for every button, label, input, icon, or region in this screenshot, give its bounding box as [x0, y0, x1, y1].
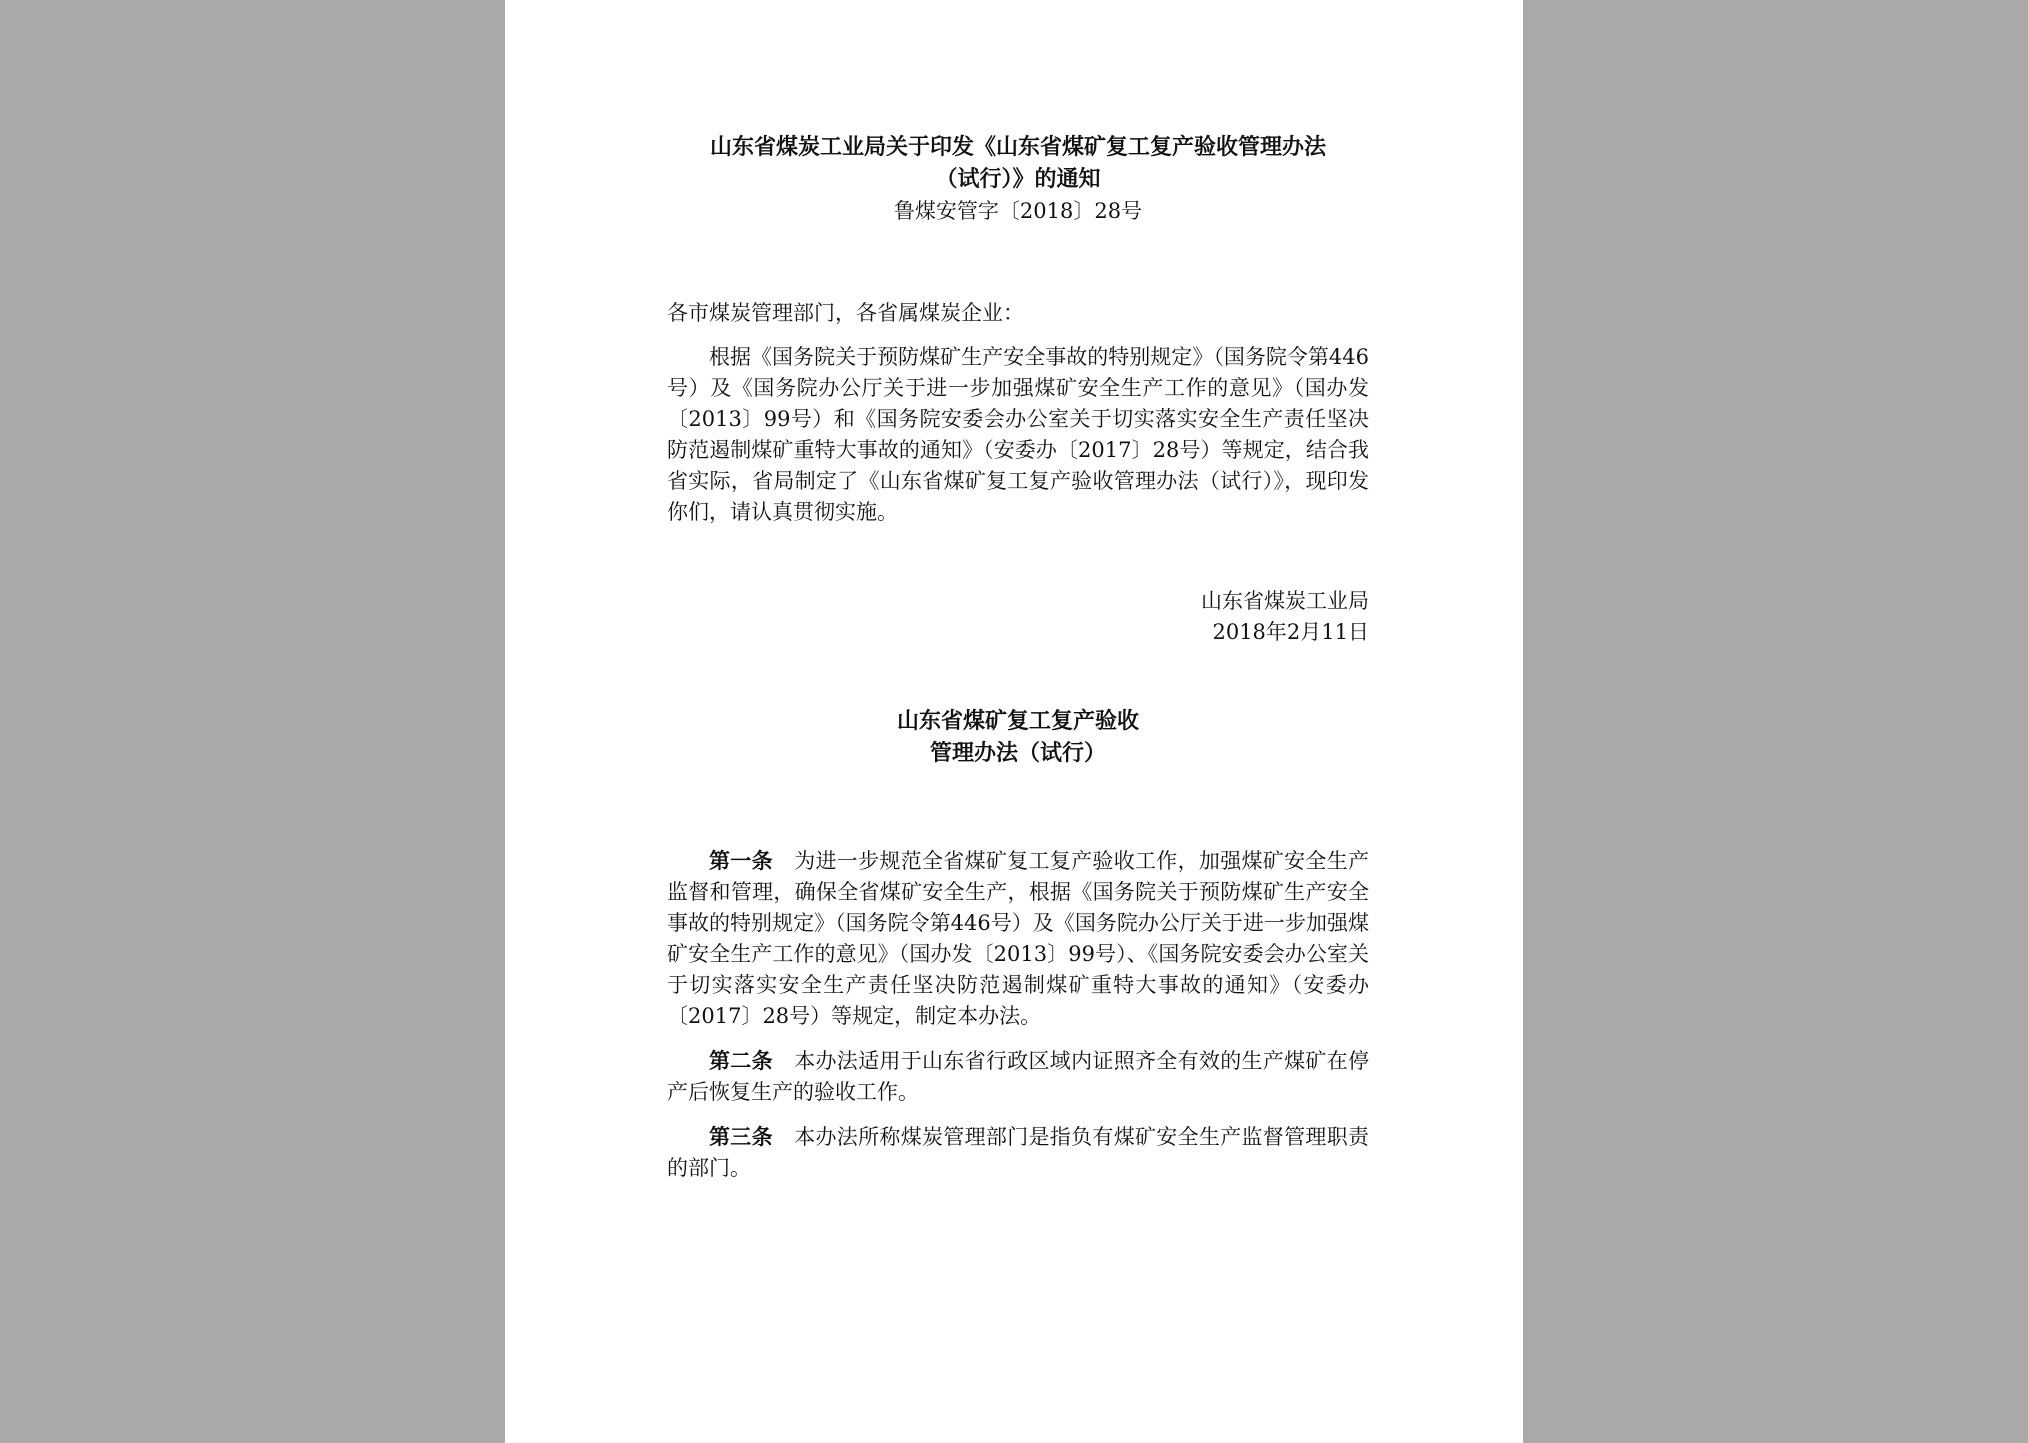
measures-title-line-1: 山东省煤矿复工复产验收 [896, 709, 1139, 734]
signature-organization: 山东省煤炭工业局 [1201, 589, 1369, 613]
signature-block [667, 586, 1369, 648]
article-3-label: 第三条 [709, 1125, 773, 1149]
document-content [667, 132, 1369, 1198]
document-page [505, 0, 1523, 1443]
notice-title-line-2: （试行）》的通知 [935, 167, 1101, 192]
measures-title [667, 706, 1369, 770]
document-number: 鲁煤安管字〔2018〕28号 [893, 199, 1143, 223]
article-3 [667, 1122, 1369, 1184]
notice-title-line-1: 山东省煤炭工业局关于印发《山东省煤矿复工复产验收管理办法 [709, 135, 1326, 160]
article-2-label: 第二条 [709, 1049, 773, 1073]
article-2 [667, 1046, 1369, 1108]
article-1-label: 第一条 [709, 849, 773, 873]
article-2-text: 本办法适用于山东省行政区域内证照齐全有效的生产煤矿在停产后恢复生产的验收工作。 [667, 1049, 1370, 1104]
notice-title [667, 132, 1369, 196]
measures-title-line-2: 管理办法（试行） [929, 741, 1106, 766]
article-3-text: 本办法所称煤炭管理部门是指负有煤矿安全生产监督管理职责的部门。 [667, 1125, 1370, 1180]
greeting: 各市煤炭管理部门，各省属煤炭企业： [667, 301, 1024, 325]
signature-date: 2018年2月11日 [1212, 620, 1369, 644]
article-1 [667, 846, 1369, 1032]
article-1-text: 为进一步规范全省煤矿复工复产验收工作，加强煤矿安全生产监督和管理，确保全省煤矿安全生产，根据《国务院关于预防煤矿生产安全事故的特别规定》（国务院令第446号）及《国务院办公厅关于进一步加强煤矿安全生产工作的意见》（国办发〔2013〕99号）、《国务院安委会办公室关于切实落实安全生产责任坚决防范遏制煤矿重特大事故的通知》（安委办〔2017〕28号）等规定，制定本办法。 [667, 849, 1370, 1028]
notice-body: 根据《国务院关于预防煤矿生产安全事故的特别规定》（国务院令第446号）及《国务院办公厅关于进一步加强煤矿安全生产工作的意见》（国办发〔2013〕99号）和《国务院安委会办公室关于切实落实安全生产责任坚决防范遏制煤矿重特大事故的通知》（安委办〔2017〕28号）等规定，结合我省实际，省局制定了《山东省煤矿复工复产验收管理办法（试行）》，现印发你们，请认真贯彻实施。 [667, 345, 1369, 524]
